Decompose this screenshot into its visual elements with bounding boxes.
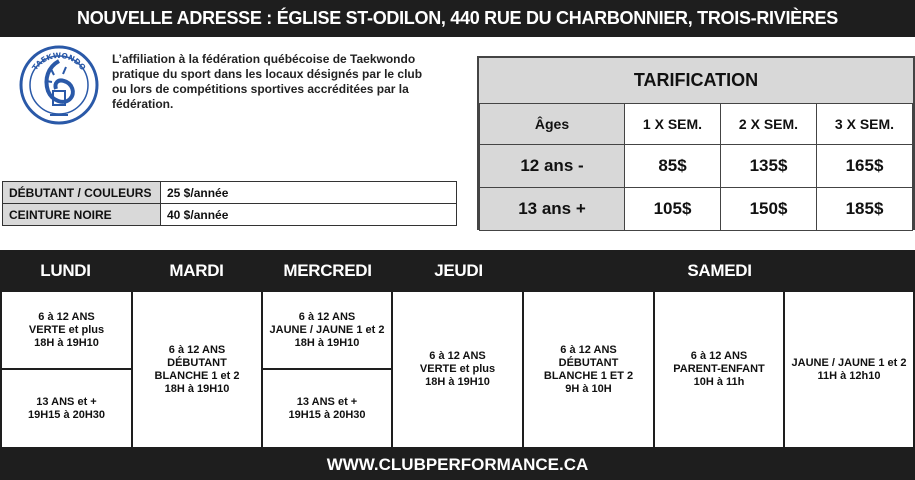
svg-text:TAEKWONDO: TAEKWONDO <box>30 50 88 72</box>
price-cell: 165$ <box>817 145 913 188</box>
price-cell: 135$ <box>721 145 817 188</box>
weekly-schedule <box>0 250 915 480</box>
price-cell: 185$ <box>817 188 913 231</box>
schedule-slot-mercredi-2: 13 ANS et + 19H15 à 20H30 <box>263 370 391 447</box>
price-cell: 105$ <box>625 188 721 231</box>
taekwondo-logo-icon <box>18 45 100 125</box>
age-cell: 12 ans - <box>480 145 625 188</box>
day-header-samedi: SAMEDI <box>687 261 752 280</box>
day-header-lundi: LUNDI <box>40 261 91 280</box>
fee-value: 40 $/année <box>161 204 457 226</box>
age-cell: 13 ans + <box>480 188 625 231</box>
table-row <box>480 188 913 231</box>
address-banner: NOUVELLE ADRESSE : ÉGLISE ST-ODILON, 440 RUE DU CHARBONNIER, TROIS-RIVIÈRES <box>0 0 915 37</box>
fee-value: 25 $/année <box>161 182 457 204</box>
day-header-mardi: MARDI <box>169 261 224 280</box>
column-header: 2 X SEM. <box>721 104 817 145</box>
affiliation-notice: L’affiliation à la fédération québécoise de Taekwondo pratique du sport dans les locaux désignés par le club ou lors de compétitions sportives accréditées par la fédération. <box>112 52 423 111</box>
day-header-mercredi: MERCREDI <box>283 261 372 280</box>
column-header: 1 X SEM. <box>625 104 721 145</box>
table-row <box>3 182 457 204</box>
schedule-slot-samedi-2: 6 à 12 ANS PARENT-ENFANT 10H à 11h <box>655 292 783 447</box>
fee-label: DÉBUTANT / COULEURS <box>3 182 161 204</box>
table-row <box>3 204 457 226</box>
day-header-jeudi: JEUDI <box>434 261 483 280</box>
fees-table <box>2 181 457 226</box>
column-header: Âges <box>480 104 625 145</box>
schedule-slot-lundi-2: 13 ANS et + 19H15 à 20H30 <box>2 370 131 447</box>
table-row <box>480 145 913 188</box>
table-header-row <box>480 104 913 145</box>
schedule-slot-lundi-1: 6 à 12 ANS VERTE et plus 18H à 19H10 <box>2 292 131 368</box>
schedule-slot-mardi-1: 6 à 12 ANS DÉBUTANT BLANCHE 1 et 2 18H à 19H10 <box>133 292 261 447</box>
tarification-table <box>477 56 915 230</box>
schedule-slot-mercredi-1: 6 à 12 ANS JAUNE / JAUNE 1 et 2 18H à 19H10 <box>263 292 391 368</box>
price-cell: 150$ <box>721 188 817 231</box>
fee-label: CEINTURE NOIRE <box>3 204 161 226</box>
tarification-title: TARIFICATION <box>633 70 759 90</box>
schedule-slot-jeudi-1: 6 à 12 ANS VERTE et plus 18H à 19H10 <box>393 292 522 447</box>
price-cell: 85$ <box>625 145 721 188</box>
schedule-slot-samedi-1: 6 à 12 ANS DÉBUTANT BLANCHE 1 ET 2 9H à 10H <box>524 292 653 447</box>
website-link[interactable]: WWW.CLUBPERFORMANCE.CA <box>326 455 589 474</box>
schedule-slot-samedi-3: JAUNE / JAUNE 1 et 2 11H à 12h10 <box>785 292 913 447</box>
column-header: 3 X SEM. <box>817 104 913 145</box>
